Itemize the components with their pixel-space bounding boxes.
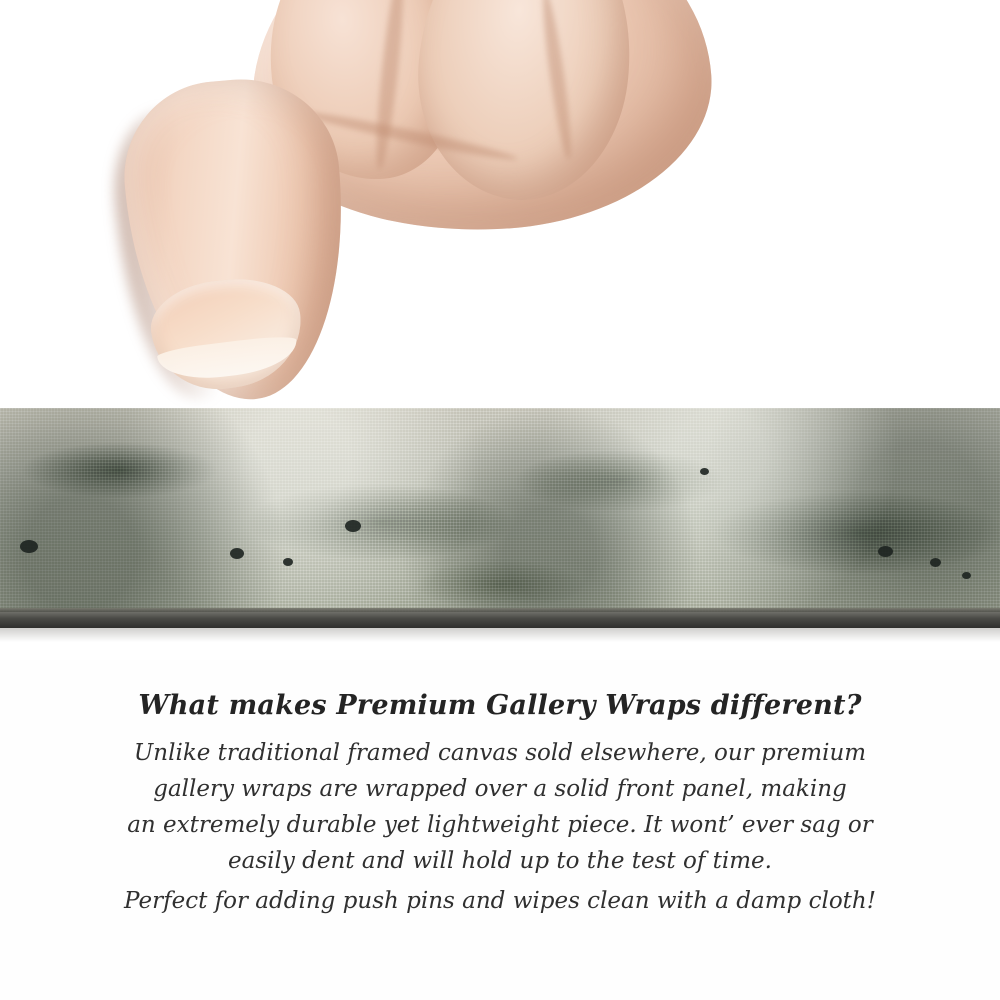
- caption-line: Unlike traditional framed canvas sold elsewhere, our premium: [133, 740, 867, 766]
- caption-heading: What makes Premium Gallery Wraps different?: [138, 690, 862, 721]
- print-speck: [283, 558, 293, 566]
- hand-illustration: [120, 0, 680, 430]
- print-speck: [700, 468, 709, 475]
- print-speck: [930, 558, 941, 567]
- print-speck: [20, 540, 38, 553]
- caption-block: [0, 690, 1000, 919]
- print-speck: [345, 520, 361, 532]
- caption-line: Perfect for adding push pins and wipes clean with a damp cloth!: [124, 888, 876, 914]
- print-speck: [230, 548, 244, 559]
- print-speck: [962, 572, 971, 579]
- canvas-print-pattern: [0, 408, 1000, 616]
- canvas-printed-face: [0, 408, 1000, 616]
- canvas-wrap-edge: [0, 408, 1000, 636]
- canvas-panel-edge: [0, 612, 1000, 628]
- print-speck: [878, 546, 893, 557]
- caption-line: easily dent and will hold up to the test of time.: [228, 848, 772, 874]
- caption-line: gallery wraps are wrapped over a solid front panel, making: [153, 776, 847, 802]
- caption-line: an extremely durable yet lightweight piece. It wont’ ever sag or: [127, 812, 873, 838]
- canvas-drop-shadow: [0, 628, 1000, 642]
